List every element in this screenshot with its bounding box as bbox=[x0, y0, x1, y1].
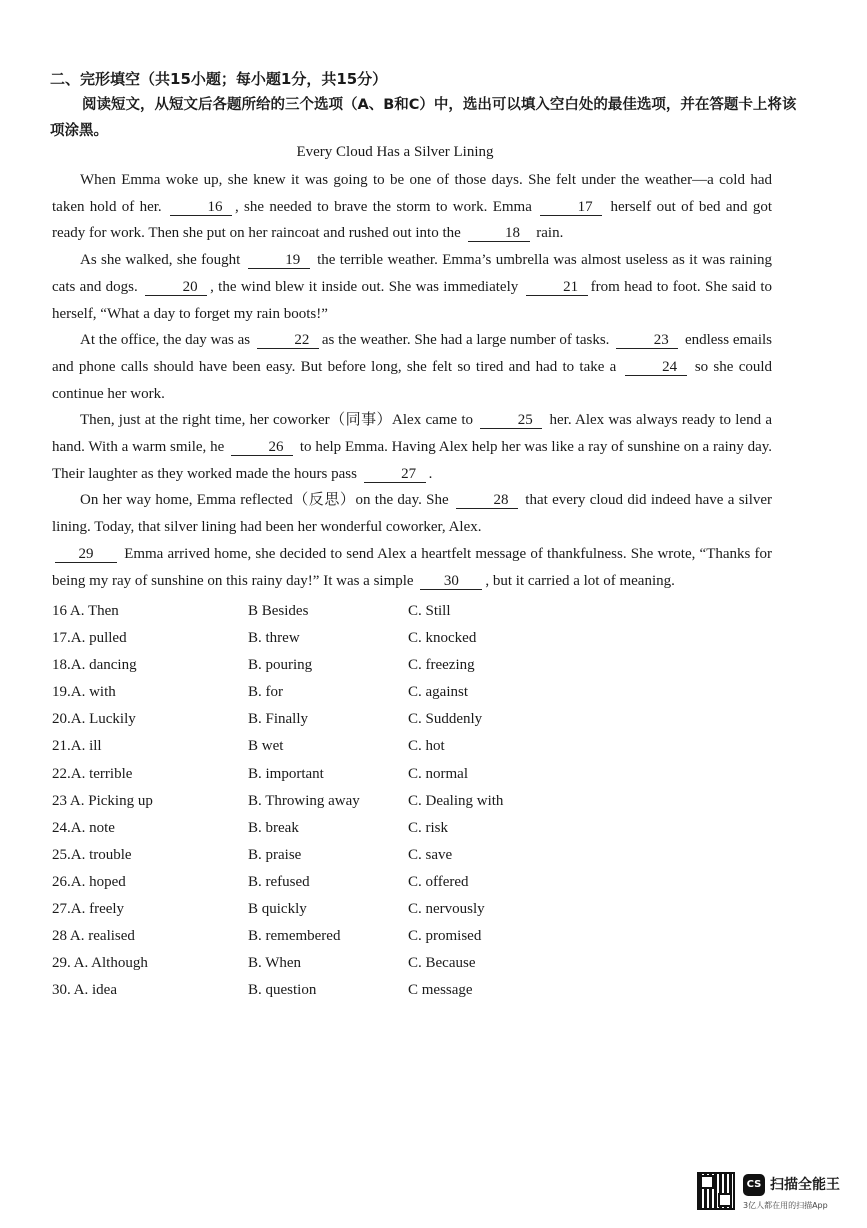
option-row-29 bbox=[52, 955, 572, 982]
option-c: C. against bbox=[408, 684, 468, 701]
option-c: C. Dealing with bbox=[408, 792, 504, 809]
paragraph-6 bbox=[52, 541, 772, 594]
option-a: 20.A. Luckily bbox=[52, 711, 136, 728]
blank-20: 20 bbox=[145, 279, 207, 296]
option-row-16 bbox=[52, 603, 572, 630]
text: rain. bbox=[536, 225, 564, 242]
text: the terrible weather. Emma’s umbrella was almost useless as it was raining cats and dogs. bbox=[52, 252, 773, 295]
text: On her way home, Emma reflected（反思）on the day. She bbox=[80, 492, 449, 509]
option-c: C. hot bbox=[408, 738, 445, 755]
passage-title: Every Cloud Has a Silver Lining bbox=[296, 144, 494, 160]
option-c: C. promised bbox=[408, 928, 482, 945]
option-a: 28 A. realised bbox=[52, 928, 135, 945]
blank-26: 26 bbox=[231, 439, 293, 456]
text: so she could continue her work. bbox=[52, 358, 773, 402]
option-b: B. Finally bbox=[248, 711, 309, 728]
text: Emma arrived home, she decided to send Alex a heartfelt message of thankfulness. She wrote, “Thanks for being my ray of sunshine on this rainy day!” It was a simple bbox=[52, 545, 773, 589]
option-a: 29. A. Although bbox=[52, 955, 148, 972]
brand-tagline: 3亿人都在用的扫描App bbox=[743, 1201, 828, 1210]
text: , but it carried a lot of meaning. bbox=[485, 572, 675, 589]
option-b: B. for bbox=[248, 684, 283, 701]
option-c: C. risk bbox=[408, 819, 449, 836]
option-row-27 bbox=[52, 901, 572, 928]
text: endless emails and phone calls should have been easy. But before long, she felt so tired and had to take a bbox=[52, 332, 773, 375]
blank-16: 16 bbox=[170, 199, 232, 216]
option-a: 17.A. pulled bbox=[52, 630, 127, 647]
text: Then, just at the right time, her coworker（同事）Alex came to bbox=[80, 412, 473, 429]
passage bbox=[52, 167, 772, 594]
option-b: B. refused bbox=[248, 873, 310, 890]
blank-29: 29 bbox=[55, 546, 117, 563]
option-c: C. Suddenly bbox=[408, 711, 483, 728]
option-b: B quickly bbox=[248, 901, 307, 918]
option-b: B. important bbox=[248, 765, 324, 782]
paragraph-5 bbox=[52, 487, 772, 540]
option-row-28 bbox=[52, 928, 572, 955]
option-b: B. remembered bbox=[248, 928, 341, 945]
option-c: C. Still bbox=[408, 603, 451, 619]
option-b: B. threw bbox=[248, 630, 300, 647]
option-row-25 bbox=[52, 847, 572, 874]
text: As she walked, she fought bbox=[80, 252, 241, 269]
answer-options bbox=[52, 603, 572, 1009]
text: At the office, the day was as bbox=[80, 332, 251, 349]
option-c: C message bbox=[408, 982, 473, 999]
blank-24: 24 bbox=[625, 359, 687, 376]
blank-27: 27 bbox=[364, 466, 426, 483]
qr-code-icon bbox=[697, 1172, 735, 1210]
option-b: B wet bbox=[248, 738, 284, 755]
brand-name: 扫描全能王 bbox=[770, 1177, 840, 1193]
option-c: C. normal bbox=[408, 765, 468, 782]
option-row-19 bbox=[52, 684, 572, 711]
option-a: 23 A. Picking up bbox=[52, 792, 153, 809]
option-b: B. pouring bbox=[248, 657, 313, 674]
option-c: C. offered bbox=[408, 873, 469, 890]
option-a: 21.A. ill bbox=[52, 738, 102, 755]
text: to help Emma. Having Alex help her was like a ray of sunshine on a rainy day. Their laughter as they worked made the hours pass bbox=[52, 439, 773, 482]
text: , she needed to brave the storm to work. Emma bbox=[234, 198, 532, 215]
blank-17: 17 bbox=[540, 199, 602, 216]
option-a: 16 A. Then bbox=[52, 603, 119, 619]
option-b: B. break bbox=[248, 819, 299, 836]
option-b: B Besides bbox=[248, 603, 309, 619]
section-title: 二、完形填空（共15小题；每小题1分，共15分） bbox=[50, 70, 388, 88]
option-row-24 bbox=[52, 820, 572, 847]
text: . bbox=[428, 465, 433, 482]
option-c: C. Because bbox=[408, 955, 476, 972]
blank-30: 30 bbox=[420, 573, 482, 590]
option-c: C. nervously bbox=[408, 901, 485, 918]
option-b: B. Throwing away bbox=[248, 792, 360, 809]
scanner-watermark bbox=[697, 1168, 857, 1216]
option-a: 22.A. terrible bbox=[52, 765, 133, 782]
text: from head to foot. She said to herself, “What a day to forget my rain boots!” bbox=[52, 278, 773, 322]
paragraph-1 bbox=[52, 167, 772, 247]
blank-18: 18 bbox=[468, 225, 530, 242]
option-a: 19.A. with bbox=[52, 684, 116, 701]
text: , the wind blew it inside out. She was immediately bbox=[210, 278, 519, 295]
instructions: 阅读短文，从短文后各题所给的三个选项（A、B和C）中，选出可以填入空白处的最佳选项，并在答题卡上将该项涂黑。 bbox=[50, 97, 797, 139]
option-row-21 bbox=[52, 738, 572, 765]
option-b: B. question bbox=[248, 982, 317, 999]
option-row-30 bbox=[52, 982, 572, 1009]
paragraph-3 bbox=[52, 327, 772, 407]
option-a: 26.A. hoped bbox=[52, 873, 126, 890]
blank-28: 28 bbox=[456, 492, 518, 509]
option-row-20 bbox=[52, 711, 572, 738]
option-c: C. knocked bbox=[408, 630, 477, 647]
option-c: C. freezing bbox=[408, 657, 475, 674]
option-a: 24.A. note bbox=[52, 819, 115, 836]
option-row-18 bbox=[52, 657, 572, 684]
blank-25: 25 bbox=[480, 412, 542, 429]
blank-19: 19 bbox=[248, 252, 310, 269]
option-row-22 bbox=[52, 766, 572, 793]
option-b: B. praise bbox=[248, 846, 302, 863]
blank-23: 23 bbox=[616, 332, 678, 349]
text: her. Alex was always ready to lend a hand. With a warm smile, he bbox=[52, 412, 773, 456]
text: that every cloud did indeed have a silver lining. Today, that silver lining had been her wonderful coworker, Alex. bbox=[52, 492, 773, 536]
option-a: 30. A. idea bbox=[52, 982, 117, 999]
option-a: 25.A. trouble bbox=[52, 846, 132, 863]
option-a: 18.A. dancing bbox=[52, 657, 137, 674]
text: When Emma woke up, she knew it was going to be one of those days. She felt under the weather—a cold had taken hold of her. bbox=[52, 172, 772, 215]
paragraph-4 bbox=[52, 407, 772, 487]
option-row-23 bbox=[52, 793, 572, 820]
option-row-17 bbox=[52, 630, 572, 657]
paragraph-2 bbox=[52, 247, 772, 327]
camscanner-logo-icon: CS bbox=[743, 1174, 765, 1196]
text: as the weather. She had a large number of tasks. bbox=[321, 332, 610, 349]
blank-21: 21 bbox=[526, 279, 588, 296]
blank-22: 22 bbox=[257, 332, 319, 349]
option-c: C. save bbox=[408, 846, 453, 863]
option-b: B. When bbox=[248, 955, 302, 972]
option-row-26 bbox=[52, 874, 572, 901]
text: herself out of bed and got ready for work. Then she put on her raincoat and rushed out into the bbox=[52, 198, 772, 242]
option-a: 27.A. freely bbox=[52, 901, 125, 918]
